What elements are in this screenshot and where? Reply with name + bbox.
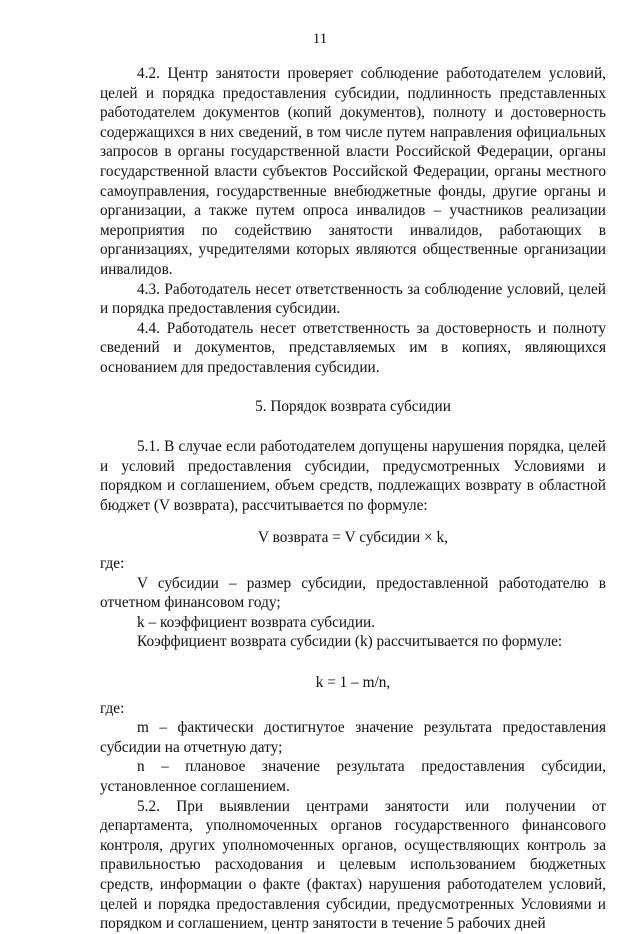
where-label-1: где: bbox=[100, 555, 125, 573]
page-number: 11 bbox=[312, 31, 328, 47]
paragraph-4-2: 4.2. Центр занятости проверяет соблюдение работодателем условий, целей и порядка предоставления субсидии, подлинность представленных работодателем документов (копий документов), полноту и достоверность содержащихся в них сведений, в том числе путем направления официальных запросов в органы государственной власти Российской Федерации, органы государственной власти субъектов Российской Федерации, органы местного самоуправления, государственные внебюджетные фонды, другие органы и организации, а также путем опроса инвалидов – участников реализации мероприятия по содействию занятости инвалидов, работающих в организациях, учредителями которых являются общественные организации инвалидов. bbox=[100, 65, 606, 278]
definition-v-subsidy: V субсидии – размер субсидии, предоставленной работодателю в отчетном финансовом году; bbox=[100, 574, 606, 612]
paragraph-5-2: 5.2. При выявлении центрами занятости или получении от департамента, уполномоченных органов государственного финансового контроля, других уполномоченных органов, осуществляющих контроль за правильностью расходования и целевым использованием бюджетных средств, информации о факте (фактах) нарушения работодателем условий, целей и порядка предоставления субсидии, предусмотренных Условиями и порядком и соглашением, центр занятости в течение 5 рабочих дней bbox=[100, 797, 606, 933]
where-label-2: где: bbox=[100, 699, 125, 717]
definition-n: n – плановое значение результата предоставления субсидии, установленное соглашением. bbox=[100, 758, 606, 795]
formula-v-return: V возврата = V субсидии × k, bbox=[258, 529, 448, 547]
section-5-heading: 5. Порядок возврата субсидии bbox=[255, 397, 451, 415]
definition-m: m – фактически достигнутое значение результата предоставления субсидии на отчетную дату; bbox=[100, 719, 606, 756]
formula-k: k = 1 – m/n, bbox=[315, 674, 391, 692]
paragraph-4-4: 4.4. Работодатель несет ответственность за достоверность и полноту сведений и документов, представляемых им в копиях, являющихся основанием для предоставления субсидии. bbox=[100, 319, 606, 376]
paragraph-4-3: 4.3. Работодатель несет ответственность за соблюдение условий, целей и порядка предоставления субсидии. bbox=[100, 280, 606, 318]
document-body bbox=[100, 64, 606, 934]
coefficient-intro: Коэффициент возврата субсидии (k) рассчитывается по формуле: bbox=[137, 633, 563, 651]
definition-k: k – коэффициент возврата субсидии. bbox=[137, 613, 376, 631]
paragraph-5-1: 5.1. В случае если работодателем допущены нарушения порядка, целей и условий предоставления субсидии, предусмотренных Условиями и порядком и соглашением, объем средств, подлежащих возврату в областной бюджет (V возврата), рассчитывается по формуле: bbox=[100, 438, 606, 514]
